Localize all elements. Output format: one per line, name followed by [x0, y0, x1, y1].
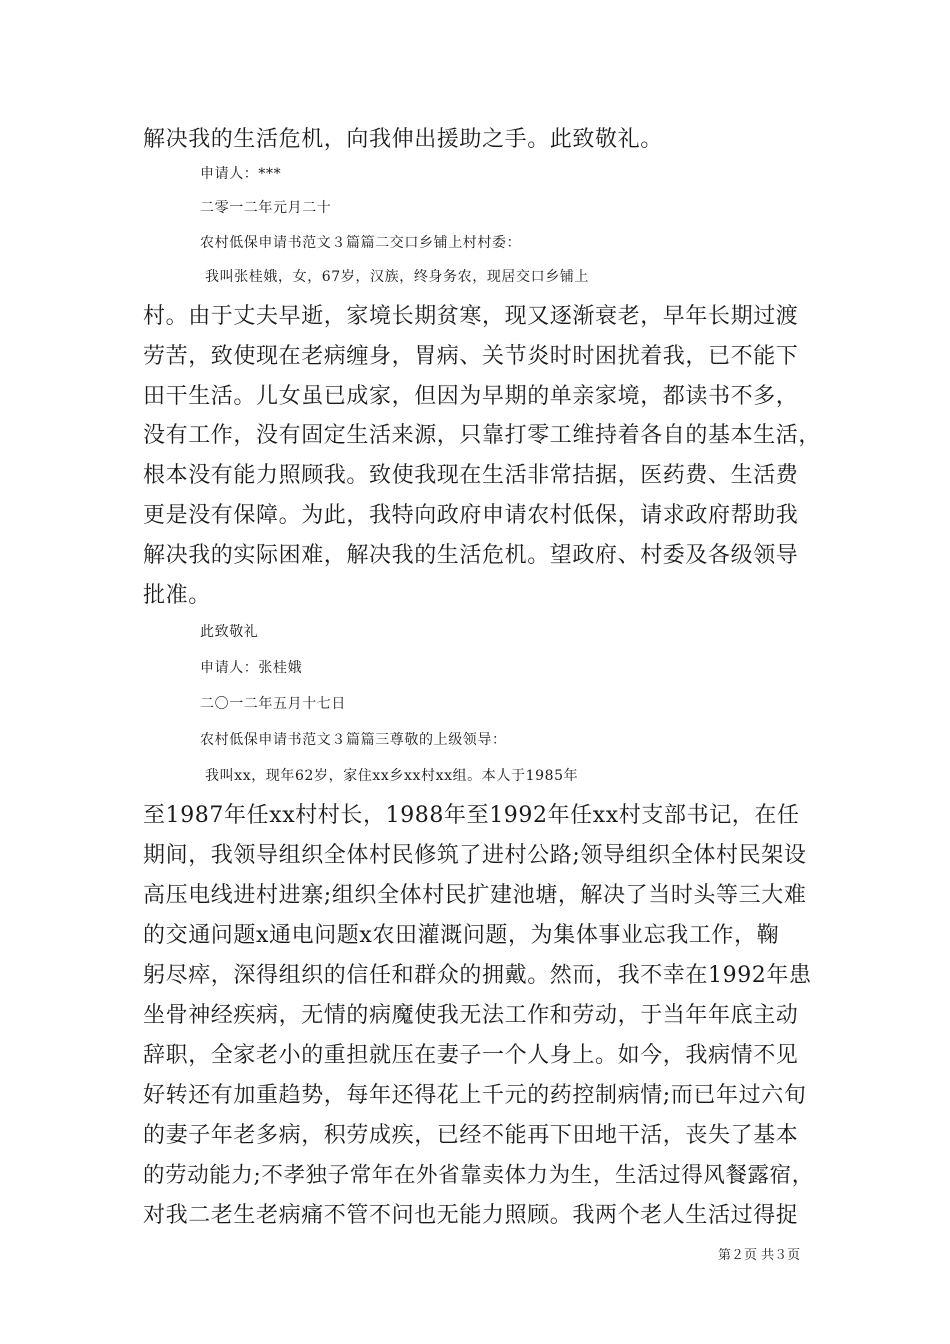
date-line: 二〇一二年五月十七日	[200, 696, 346, 712]
text-line: 我叫xx，现年62岁，家住xx乡xx村xx组。本人于1985年	[205, 768, 579, 784]
text-line: 我叫张桂娥，女，67岁，汉族，终身务农，现居交口乡铺上	[205, 269, 590, 285]
text-line: 村。由于丈夫早逝，家境长期贫寒，现又逐渐衰老，早年长期过渡	[143, 304, 799, 329]
text-line: 解决我的生活危机，向我伸出援助之手。此致敬礼。	[143, 127, 663, 152]
text-line: 劳苦，致使现在老病缠身，胃病、关节炎时时困扰着我，已不能下	[143, 344, 799, 369]
text-line: 对我二老生老病痛不管不问也无能力照顾。我两个老人生活过得捉	[143, 1203, 799, 1228]
text-line: 至1987年任xx村村长，1988年至1992年任xx村支部书记，在任	[143, 803, 800, 828]
text-line: 好转还有加重趋势，每年还得花上千元的药控制病情;而已年过六旬	[143, 1083, 807, 1108]
signature-line: 申请人：张桂娥	[200, 660, 303, 676]
text-line: 的交通问题x通电问题x农田灌溉问题，为集体事业忘我工作，鞠	[143, 923, 780, 948]
section-heading: 农村低保申请书范文３篇篇三尊敬的上级领导：	[200, 732, 507, 748]
text-line: 解决我的实际困难，解决我的生活危机。望政府、村委及各级领导	[143, 543, 799, 568]
text-line: 田干生活。儿女虽已成家，但因为早期的单亲家境，都读书不多，	[143, 384, 799, 409]
text-line: 辞职，全家老小的重担就压在妻子一个人身上。如今，我病情不见	[143, 1043, 799, 1068]
text-line: 期间，我领导组织全体村民修筑了进村公路;领导组织全体村民架设	[143, 843, 807, 868]
text-line: 的妻子年老多病，积劳成疾，已经不能再下田地干活，丧失了基本	[143, 1123, 799, 1148]
closing-line: 此致敬礼	[200, 624, 259, 640]
page-number: 第２页 共３页	[718, 1248, 801, 1263]
text-line: 根本没有能力照顾我。致使我现在生活非常拮据，医药费、生活费	[143, 463, 799, 488]
text-line: 没有工作，没有固定生活来源，只靠打零工维持着各自的基本生活，	[143, 423, 822, 448]
text-line: 的劳动能力;不孝独子常年在外省靠卖体力为生，生活过得风餐露宿，	[143, 1163, 814, 1188]
section-heading: 农村低保申请书范文３篇篇二交口乡铺上村村委：	[200, 235, 522, 251]
text-line: 坐骨神经疾病，无情的病魔使我无法工作和劳动，于当年年底主动	[143, 1003, 799, 1028]
text-line: 批准。	[143, 583, 211, 608]
text-line: 更是没有保障。为此，我特向政府申请农村低保，请求政府帮助我	[143, 503, 799, 528]
date-line: 二零一二年元月二十	[200, 200, 332, 216]
text-line: 躬尽瘁，深得组织的信任和群众的拥戴。然而，我不幸在1992年患	[143, 963, 812, 988]
signature-line: 申请人：***	[200, 166, 282, 182]
text-line: 高压电线进村进寨;组织全体村民扩建池塘，解决了当时头等三大难	[143, 883, 807, 908]
